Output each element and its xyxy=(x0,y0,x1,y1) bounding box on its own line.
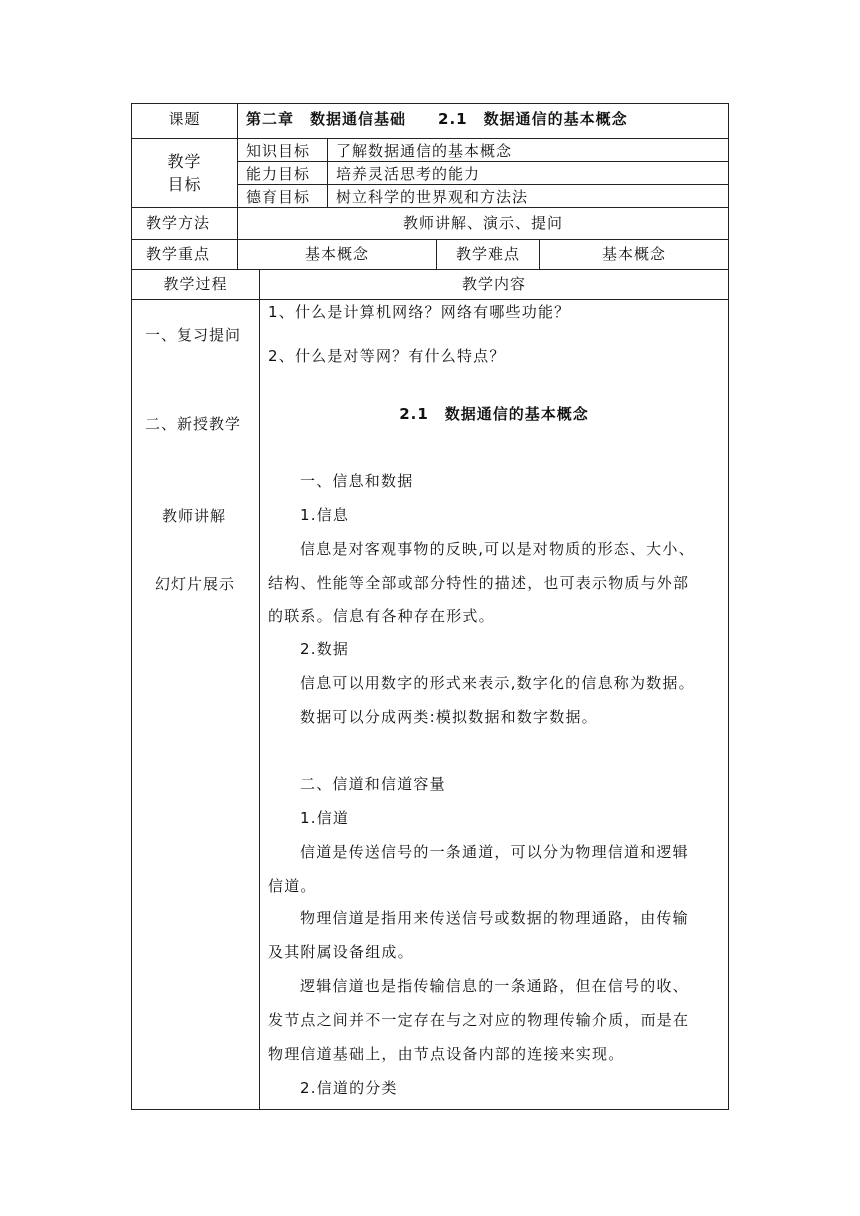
paragraph-logical-line1: 逻辑信道也是指传输信息的一条通路，但在信号的收、 xyxy=(300,977,689,995)
paragraph-physical-line1: 物理信道是指用来传送信号或数据的物理通路，由传输 xyxy=(300,909,689,927)
paragraph-logical-line3: 物理信道基础上，由节点设备内部的连接来实现。 xyxy=(268,1045,625,1063)
review-question-2: 2、什么是对等网？有什么特点？ xyxy=(268,347,506,365)
ability-goal-label: 能力目标 xyxy=(246,165,311,183)
new-teaching-heading: 二、新授教学 xyxy=(145,415,242,433)
paragraph-info-line3: 的联系。信息有各种存在形式。 xyxy=(268,607,495,625)
review-question-1: 1、什么是计算机网络？网络有哪些功能？ xyxy=(268,303,571,321)
method-value: 教师讲解、演示、提问 xyxy=(402,214,563,232)
topic-label: 课题 xyxy=(168,110,201,128)
moral-goal-label: 德育目标 xyxy=(246,188,311,206)
paragraph-data-line2: 数据可以分成两类:模拟数据和数字数据。 xyxy=(300,708,598,726)
heading-channel: 二、信道和信道容量 xyxy=(300,775,446,793)
subheading-channel-types: 2.信道的分类 xyxy=(300,1079,398,1097)
paragraph-info-line2: 结构、性能等全部或部分特性的描述，也可表示物质与外部 xyxy=(268,574,690,592)
heading-info-data: 一、信息和数据 xyxy=(300,472,414,490)
key-point-value: 基本概念 xyxy=(304,245,369,263)
moral-goal-value: 树立科学的世界观和方法法 xyxy=(336,188,529,206)
paragraph-data-line1: 信息可以用数字的形式来表示,数字化的信息称为数据。 xyxy=(300,674,695,692)
section-title: 2.1 数据通信的基本概念 xyxy=(399,405,589,423)
review-heading: 一、复习提问 xyxy=(145,326,242,344)
difficulty-value: 基本概念 xyxy=(601,245,666,263)
paragraph-channel-line2: 信道。 xyxy=(268,877,317,895)
paragraph-logical-line2: 发节点之间并不一定存在与之对应的物理传输介质，而是在 xyxy=(268,1011,690,1029)
difficulty-label: 教学难点 xyxy=(455,245,520,263)
subheading-info: 1.信息 xyxy=(300,506,350,524)
knowledge-goal-label: 知识目标 xyxy=(246,142,311,160)
paragraph-physical-line2: 及其附属设备组成。 xyxy=(268,943,414,961)
ability-goal-value: 培养灵活思考的能力 xyxy=(336,165,481,183)
key-point-label: 教学重点 xyxy=(146,245,211,263)
subheading-data: 2.数据 xyxy=(300,640,350,658)
process-label: 教学过程 xyxy=(163,275,228,293)
slides-note: 幻灯片展示 xyxy=(155,575,236,593)
paragraph-info-line1: 信息是对客观事物的反映,可以是对物质的形态、大小、 xyxy=(300,540,695,558)
method-label: 教学方法 xyxy=(146,214,211,232)
topic-value: 第二章 数据通信基础 2.1 数据通信的基本概念 xyxy=(246,110,628,128)
subheading-channel: 1.信道 xyxy=(300,809,350,827)
knowledge-goal-value: 了解数据通信的基本概念 xyxy=(336,142,513,160)
teacher-explain-note: 教师讲解 xyxy=(162,507,227,525)
paragraph-channel-line1: 信道是传送信号的一条通道，可以分为物理信道和逻辑 xyxy=(300,843,689,861)
goals-label-line1: 教学 xyxy=(167,152,202,171)
goals-label-line2: 目标 xyxy=(167,175,202,194)
content-label: 教学内容 xyxy=(461,275,526,293)
